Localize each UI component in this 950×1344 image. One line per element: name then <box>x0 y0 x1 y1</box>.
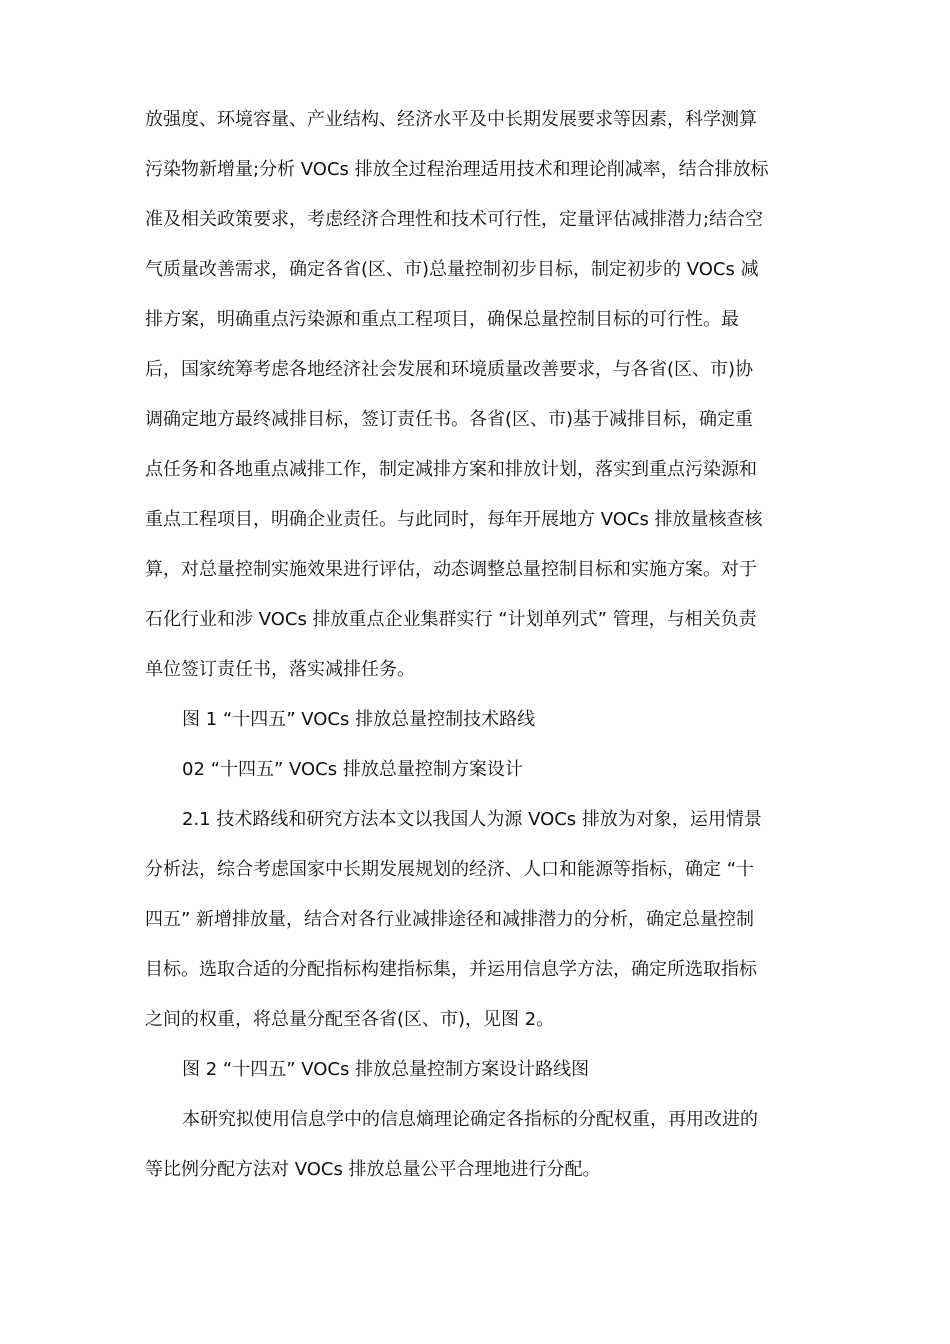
body-text-line: 本研究拟使用信息学中的信息熵理论确定各指标的分配权重，再用改进的 <box>182 1109 758 1130</box>
body-text-line: 分析法，综合考虑国家中长期发展规划的经济、人口和能源等指标，确定 “十 <box>145 859 755 880</box>
body-text-line: 之间的权重，将总量分配至各省(区、市)，见图 2。 <box>145 1009 555 1030</box>
body-text-line: 石化行业和涉 VOCs 排放重点企业集群实行 “计划单列式” 管理，与相关负责 <box>145 609 757 630</box>
section-heading: 02 “十四五” VOCs 排放总量控制方案设计 <box>182 759 523 780</box>
body-text-line: 重点工程项目，明确企业责任。与此同时，每年开展地方 VOCs 排放量核查核 <box>145 509 763 530</box>
body-text-line: 算，对总量控制实施效果进行评估，动态调整总量控制目标和实施方案。对于 <box>145 559 757 580</box>
body-text-line: 目标。选取合适的分配指标构建指标集，并运用信息学方法，确定所选取指标 <box>145 959 757 980</box>
body-text-line: 点任务和各地重点减排工作，制定减排方案和排放计划，落实到重点污染源和 <box>145 459 757 480</box>
body-text-line: 调确定地方最终减排目标，签订责任书。各省(区、市)基于减排目标，确定重 <box>145 409 754 430</box>
body-text-line: 单位签订责任书，落实减排任务。 <box>145 659 415 680</box>
figure-caption: 图 1 “十四五” VOCs 排放总量控制技术路线 <box>182 709 536 730</box>
body-text-line: 2.1 技术路线和研究方法本文以我国人为源 VOCs 排放为对象，运用情景 <box>182 809 762 830</box>
body-text-line: 放强度、环境容量、产业结构、经济水平及中长期发展要求等因素，科学测算 <box>145 109 757 130</box>
body-text-line: 四五” 新增排放量，结合对各行业减排途径和减排潜力的分析，确定总量控制 <box>145 909 755 930</box>
body-text-line: 污染物新增量;分析 VOCs 排放全过程治理适用技术和理论削减率，结合排放标 <box>145 159 769 180</box>
body-text-line: 排方案，明确重点污染源和重点工程项目，确保总量控制目标的可行性。最 <box>145 309 739 330</box>
body-text-line: 后，国家统筹考虑各地经济社会发展和环境质量改善要求，与各省(区、市)协 <box>145 359 754 380</box>
body-text-line: 等比例分配方法对 VOCs 排放总量公平合理地进行分配。 <box>145 1159 601 1180</box>
body-text-line: 气质量改善需求，确定各省(区、市)总量控制初步目标，制定初步的 VOCs 减 <box>145 259 759 280</box>
body-text-line: 准及相关政策要求，考虑经济合理性和技术可行性，定量评估减排潜力;结合空 <box>145 209 764 230</box>
figure-caption: 图 2 “十四五” VOCs 排放总量控制方案设计路线图 <box>182 1059 590 1080</box>
